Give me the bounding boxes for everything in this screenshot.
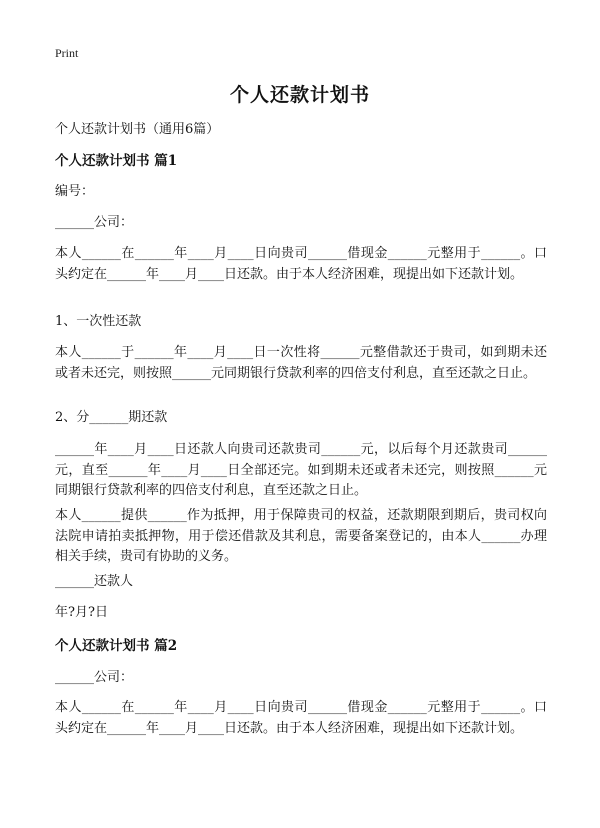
- company-line: ______公司：: [55, 215, 134, 230]
- document-subtitle: 个人还款计划书（通用6篇）: [55, 122, 220, 137]
- intro-paragraph: 本人______在______年____月____日向贵司______借现金______元整用于______。口头约定在______年____月____日还款。由于本人经济困难，现提出如下还款计划。: [55, 246, 547, 282]
- item2-heading: 2、分______期还款: [55, 410, 168, 425]
- item2-paragraph: ______年____月____日还款人向贵司还款贵司______元，以后每个月还款贵司______元，直至______年____月____日全部还完。如到期未还或者未还完，则按照______元同期银行贷款利率的四倍支付利息，直至还款之日止。: [55, 442, 547, 498]
- item1-paragraph: 本人______于______年____月____日一次性将______元整借款还于贵司，如到期未还或者未还完，则按照______元同期银行贷款利率的四倍支付利息，直至还款之日止。: [55, 345, 547, 381]
- section2-company-line: ______公司：: [55, 670, 134, 685]
- section1-heading: 个人还款计划书 篇1: [55, 153, 178, 169]
- print-link[interactable]: Print: [55, 46, 79, 60]
- date-line: 年?月?日: [55, 605, 108, 620]
- section2-intro-paragraph: 本人______在______年____月____日向贵司______借现金______元整用于______。口头约定在______年____月____日还款。由于本人经济困难，现提出如下还款计划。: [55, 700, 547, 736]
- section2-heading: 个人还款计划书 篇2: [55, 638, 178, 654]
- signature-line: ______还款人: [55, 574, 134, 589]
- collateral-paragraph: 本人______提供______作为抵押，用于保障贵司的权益，还款期限到期后，贵司权向法院申请拍卖抵押物，用于偿还借款及其利息，需要备案登记的，由本人______办理相关手续，贵司有协助的义务。: [55, 508, 547, 564]
- item1-heading: 1、一次性还款: [55, 314, 142, 329]
- document-title: 个人还款计划书: [229, 84, 370, 106]
- number-label: 编号：: [55, 184, 95, 199]
